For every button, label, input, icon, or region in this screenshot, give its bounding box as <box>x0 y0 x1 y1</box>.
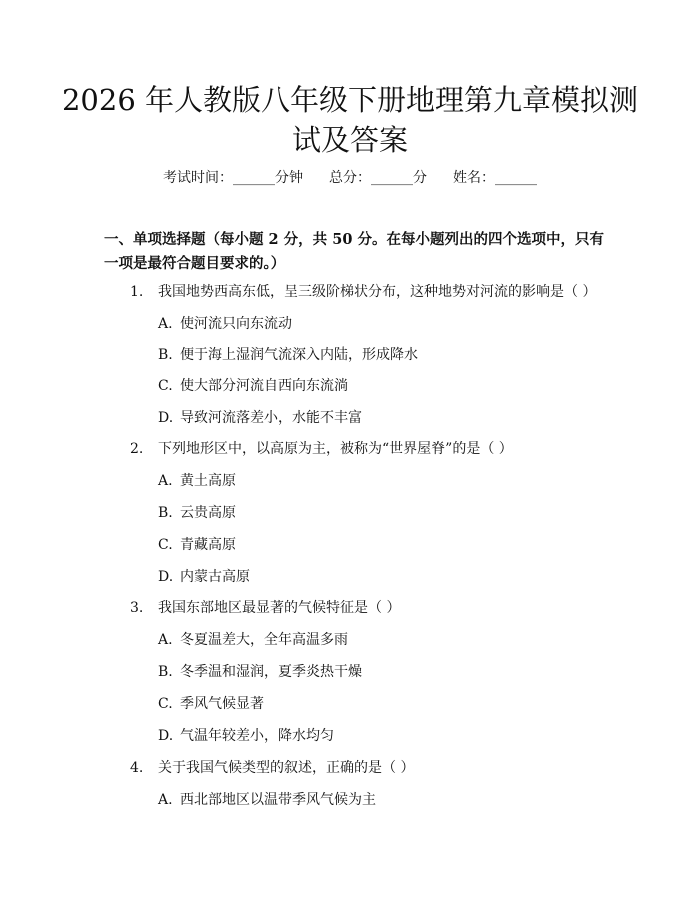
option-letter: A. <box>158 473 173 489</box>
option-letter: A. <box>158 632 173 648</box>
option-text: 使大部分河流自西向东流淌 <box>180 378 348 394</box>
option-item <box>158 567 250 587</box>
option-text: 冬夏温差大，全年高温多雨 <box>180 632 348 648</box>
option-letter: A. <box>158 316 173 332</box>
option-letter: C. <box>158 378 173 394</box>
option-text: 青藏高原 <box>180 537 236 553</box>
option-letter: D. <box>158 569 174 585</box>
question-4 <box>130 758 414 778</box>
option-text: 西北部地区以温带季风气候为主 <box>180 792 376 808</box>
option-text: 使河流只向东流动 <box>180 316 292 332</box>
option-item <box>158 662 362 682</box>
option-text: 云贵高原 <box>180 505 236 521</box>
question-number: 2. <box>130 441 144 457</box>
option-item <box>158 726 334 746</box>
option-text: 内蒙古高原 <box>180 569 250 585</box>
option-item <box>158 471 236 491</box>
title-line-1: 2026 年人教版八年级下册地理第九章模拟测 <box>61 83 639 117</box>
question-text: 下列地形区中，以高原为主，被称为“世界屋脊”的是（ ） <box>158 441 513 457</box>
name-field: 姓名：______ <box>453 170 537 186</box>
option-item <box>158 314 292 334</box>
document-title <box>60 80 640 160</box>
question-number: 4. <box>130 760 144 776</box>
section-heading: 一、单项选择题（每小题 2 分，共 50 分。在每小题列出的四个选项中，只有一项是最符合题目要求的。） <box>104 231 604 272</box>
question-1 <box>130 282 596 302</box>
title-line-2: 试及答案 <box>291 123 408 157</box>
question-number: 1. <box>130 284 144 300</box>
option-text: 季风气候显著 <box>180 696 264 712</box>
question-text: 关于我国气候类型的叙述，正确的是（ ） <box>158 760 415 776</box>
option-item <box>158 345 418 365</box>
option-text: 气温年较差小，降水均匀 <box>180 728 334 744</box>
option-text: 冬季温和湿润，夏季炎热干燥 <box>180 664 362 680</box>
option-item <box>158 503 236 523</box>
option-item <box>158 535 236 555</box>
question-2 <box>130 439 513 459</box>
exam-time-field: 考试时间：______分钟 <box>163 170 303 186</box>
option-letter: A. <box>158 792 173 808</box>
option-item <box>158 694 264 714</box>
question-text: 我国东部地区最显著的气候特征是（ ） <box>158 600 401 616</box>
option-letter: D. <box>158 410 174 426</box>
exam-info-line <box>0 168 700 188</box>
question-number: 3. <box>130 600 144 616</box>
total-score-field: 总分：______分 <box>329 170 427 186</box>
option-letter: C. <box>158 537 173 553</box>
option-text: 黄土高原 <box>180 473 236 489</box>
option-text: 便于海上湿润气流深入内陆，形成降水 <box>180 347 418 363</box>
option-text: 导致河流落差小，水能不丰富 <box>180 410 362 426</box>
option-item <box>158 408 362 428</box>
option-letter: D. <box>158 728 174 744</box>
question-text: 我国地势西高东低，呈三级阶梯状分布，这种地势对河流的影响是（ ） <box>158 284 597 300</box>
option-letter: C. <box>158 696 173 712</box>
option-item <box>158 790 376 810</box>
option-letter: B. <box>158 505 173 521</box>
option-letter: B. <box>158 664 173 680</box>
question-3 <box>130 598 400 618</box>
option-item <box>158 630 348 650</box>
option-item <box>158 376 348 396</box>
option-letter: B. <box>158 347 173 363</box>
